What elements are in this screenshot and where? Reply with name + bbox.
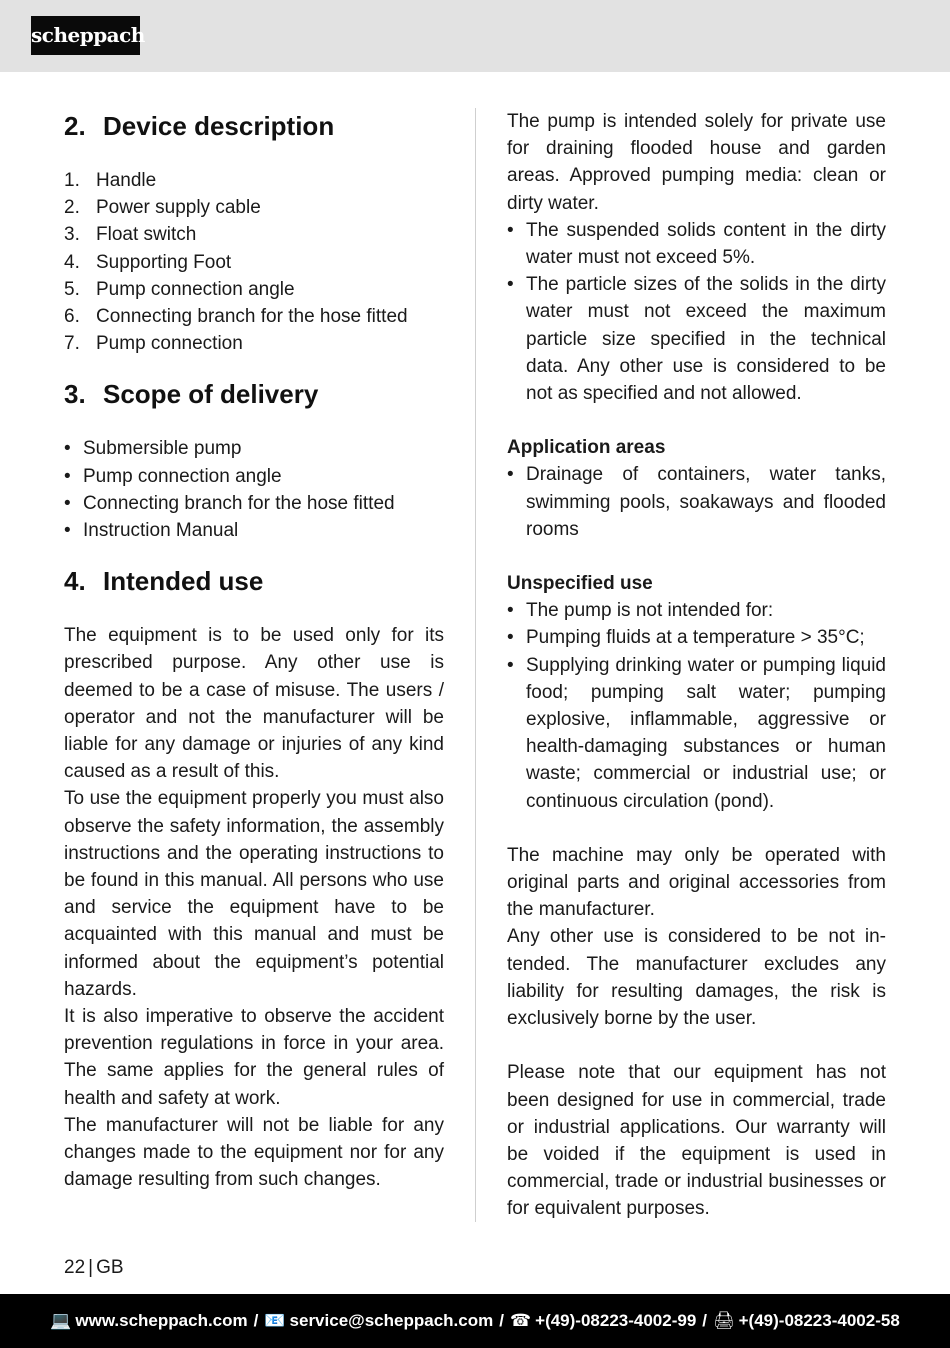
contact-footer: 💻 www.scheppach.com / 📧 service@scheppach.com / ☎ +(49)-08223-4002-99 / 🖨 +(49)-08223-4002-58 xyxy=(0,1294,950,1348)
paragraph: The pump is intended solely for private use for draining flooded house and garden areas. Approved pumping media: clean or dirty water. xyxy=(507,111,886,214)
scheppach-logo: scheppach xyxy=(31,16,140,55)
heading-scope-of-delivery: 3. Scope of delivery xyxy=(64,379,319,410)
intro-bullets xyxy=(507,217,886,407)
list-item: 6. Connecting branch for the hose fitted xyxy=(64,306,408,328)
list-item: 3. Float switch xyxy=(64,224,197,246)
list-item: • Pump connection angle xyxy=(64,463,444,490)
heading-intended-use: 4. Intended use xyxy=(64,566,264,597)
subheading-application-areas: Application areas xyxy=(507,437,666,459)
list-item: 4. Supporting Foot xyxy=(64,251,232,273)
list-item: • Pumping fluids at a temperature > 35°C; xyxy=(507,624,886,651)
list-item: 7. Pump connection xyxy=(64,333,243,355)
list-item: • Instruction Manual xyxy=(64,517,444,544)
list-item: • Drainage of containers, water tanks, swimming pools, soakaways and flooded rooms xyxy=(507,461,886,543)
list-item: • Supplying drinking water or pumping liquid food; pumping salt water; pumping explosive, inflammable, aggressive or health-damaging substances or human waste; commercial or industrial use; or continuous circulation (pond). xyxy=(507,652,886,815)
page-header xyxy=(0,0,950,72)
paragraph: The equipment is to be used only for its prescribed purpose. Any other use is deemed to be a case of misuse. The users / operator and not the manufacturer will be liable for any damage or injuries of any kind caused as a result of this. xyxy=(64,625,444,783)
phone-icon: ☎ xyxy=(509,1311,532,1330)
list-item: 5. Pump connection angle xyxy=(64,278,295,300)
list-item: 2. Power supply cable xyxy=(64,197,261,219)
paragraph: The machine may only be operated with original parts and original accessories from the manufacturer. xyxy=(507,844,886,921)
email-link[interactable]: service@scheppach.com xyxy=(289,1311,494,1330)
paragraph: The manufacturer will not be liable for any changes made to the equipment nor for any damage resulting from such changes. xyxy=(64,1114,444,1191)
fax-icon: 🖨 xyxy=(713,1311,735,1330)
device-parts-list xyxy=(64,167,444,357)
paragraph: Please note that our equipment has not been designed for use in commercial, trade or industrial applications. Our warranty will be voided if the equipment is used in commercial, trade or industrial businesses or for equivalent purposes. xyxy=(507,1062,886,1220)
operation-text xyxy=(507,842,886,1032)
website-link[interactable]: www.scheppach.com xyxy=(75,1311,248,1330)
list-item: • The pump is not intended for: xyxy=(507,597,886,624)
right-column xyxy=(507,108,886,1223)
column-divider xyxy=(475,108,476,1222)
unspecified-use-list xyxy=(507,597,886,815)
heading-device-description: 2. Device description xyxy=(64,111,335,141)
paragraph: Any other use is considered to be not intended. The manufacturer excludes any liability for resulting damages, the risk is exclusively borne by the user. xyxy=(507,926,886,1030)
list-item: • Connecting branch for the hose fitted xyxy=(64,490,444,517)
computer-icon: 💻 xyxy=(50,1311,72,1330)
page-number: 22 | GB xyxy=(64,1257,124,1278)
list-item: • The suspended solids content in the dirty water must not exceed 5%. xyxy=(507,217,886,271)
mail-icon: 📧 xyxy=(264,1311,286,1330)
list-item: • Submersible pump xyxy=(64,435,444,462)
list-item: • The particle sizes of the solids in the dirty water must not exceed the maximum particle size specified in the technical data. Any other use is considered to be not as specified and not allowed. xyxy=(507,271,886,407)
fax-number: +(49)-08223-4002-58 xyxy=(738,1311,900,1330)
left-column xyxy=(64,108,444,1194)
phone-number[interactable]: +(49)-08223-4002-99 xyxy=(535,1311,697,1330)
intended-use-text xyxy=(64,622,444,1193)
subheading-unspecified-use: Unspecified use xyxy=(507,573,653,595)
list-item: 1. Handle xyxy=(64,170,157,191)
delivery-list xyxy=(64,435,444,544)
paragraph: It is also imperative to observe the accident prevention regulations in force in your area. The same applies for the general rules of health and safety at work. xyxy=(64,1006,444,1109)
application-areas-list xyxy=(507,461,886,543)
paragraph: To use the equipment properly you must also observe the safety information, the assembly instructions and the operating instructions to be found in this manual. All persons who use and service the equipment have to be acquainted with this manual and must be informed about the equipment’s potential hazards. xyxy=(64,788,444,1000)
